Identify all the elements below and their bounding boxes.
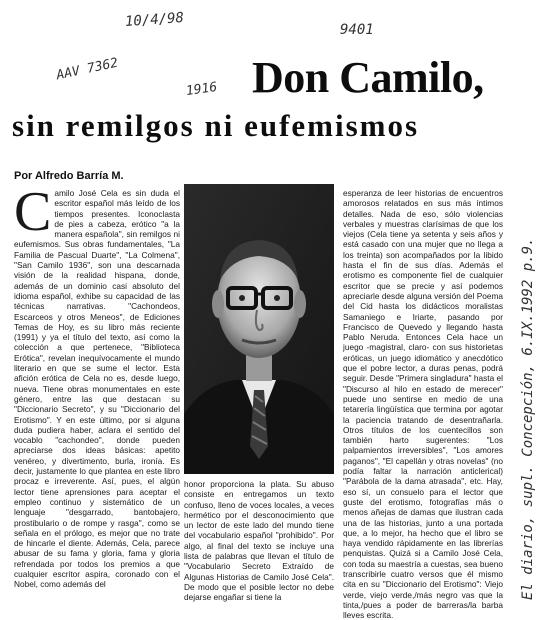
byline: Por Alfredo Barría M. — [14, 170, 124, 182]
handwritten-code: AAV 7362 — [55, 55, 120, 84]
drop-cap: C — [14, 181, 52, 243]
handwritten-year: 1916 — [185, 79, 219, 100]
handwritten-number: 9401 — [340, 22, 374, 38]
column-1-text: amilo José Cela es sin duda el escritor español más leído de los tiempos presentes. Iconoclasta de pies a cabeza, erótico "a la manera española", sin remilgos ni eufemismos. Sus obras fundamentales, "La Familia de Pascual Duarte", "La Colmena", "San Camilo 1936", son una descarnada visión de la realidad hispana, donde, además de un dominio casi absoluto del idioma español, exhibe su capacidad de las técnicas narrativas. "Cachondeos, Escarceos y otros Meneos", de Ediciones Temas de Hoy, es su libro más reciente (1991) y ya el título del texto, así como la colección a que pertenece, "Biblioteca Erótica", revelan inequívocamente el mundo literario en que se sume el lector. Esta afición erótica de Cela no es, desde luego, nueva. Tiene obras monumentales en este género, entre las que destacan su "Diccionario Secreto", y su "Diccionario del Erotismo". Y en este último, por si alguna duda pudiera haber, aclara el sentido del vocablo "cachondeo", donde pueden apreciarse dos ideas básicas: apetito venéreo, y divertimento, burla, ironía. Es decir, justamente lo que plantea en este libro procaz e irreverente. Así, pues, el algún lector tiene aprensiones para aceptar el empleo continuo y sistemático de un lenguaje "desgarrado, bantobajero, prostibulario o de rompe y rasga", como se señala en el prólogo, es mejor que no trate de hincarle el diente. Además, Cela, parece abusar de su fama y gloria, fama y gloria refrendada por todos los premios a que cualquier escritor aspira, coronado con el Nobel, como además del — [14, 188, 180, 590]
handwritten-date: 10/4/98 — [124, 9, 185, 31]
article-subtitle: sin remilgos ni eufemismos — [12, 108, 420, 143]
author-photo — [184, 184, 334, 474]
article-title: Don Camilo, — [252, 53, 484, 102]
article-column-1 — [14, 181, 180, 590]
article-column-3: esperanza de leer historias de encuentros amorosos relatados en sus más íntimos detalles. Nada de eso, sólo violencias verbales y muestras clarísimas de que los viejos (Cela tiene ya setenta y seis años y está casado con una mujer que no llega a los treinta) son acompañados por la libido hasta el fin de sus días. Además el erotismo es componente fiel de cualquier escritor que se precie y así podemos apreciarle desde alguna versión del Poema del Cid hasta los didácticos moralistas Samaniego e Iriarte, pasando por Francisco de Quevedo y llegando hasta Pablo Neruda. Entonces Cela hace un juego -magistral, claro- con sus historietas eróticas, un juego idiomático y anecdótico que el pobre lector, a duras penas, podrá seguir. Desde "Primera singladura" hasta el "Discurso al hilo en estado de merecer" puede uno sentirse en medio de una tetarería lingüística que termina por agotar la paciencia tratando de desentrañarla. Otros títulos de los cuentecillos son también harto sugerentes: "Los palpamientos irreversibles", "Los amores paganos", "El capellán y otras novelas" (no podía faltar la narración anticlerical) "Parábola de la dama atrasada", etc. Hay, eso sí, un consuelo para el lector que guste del erotismo, fotografías más o menos añejas de damas que ilustran cada una de las historias, junto a una portada que, a lo mejor, ha hecho que el libro se haya vendido rápidamente en las librerías penquistas. Quizá si a Camilo José Cela, con toda su maestría a cuestas, sea bueno transcribirle cuatro versos que él mismo cita en su "Diccionario del Erotismo": Viejo verde, viejo verde,/más negro vas que la tinta,/pues a poder de barreras/la barba lleves escrita. — [343, 188, 503, 620]
handwritten-side-note: El diario, supl. Concepción, 6.IX.1992 p.9. — [520, 237, 536, 600]
article-column-2: honor proporciona la plata. Su abuso consiste en entregamos un texto confuso, lleno de voces locales, a veces hermético por el desconocimiento que un lector de este lado del mundo tiene del vocabulario español "prohibido". Por algo, al final del texto se incluye una lista de palabras que llevan el título de "Vocabulario Secreto Extraído de Algunas Historias de Camilo José Cela". De modo que el posible lector no debe dejarse engañar si tiene la — [184, 479, 334, 603]
